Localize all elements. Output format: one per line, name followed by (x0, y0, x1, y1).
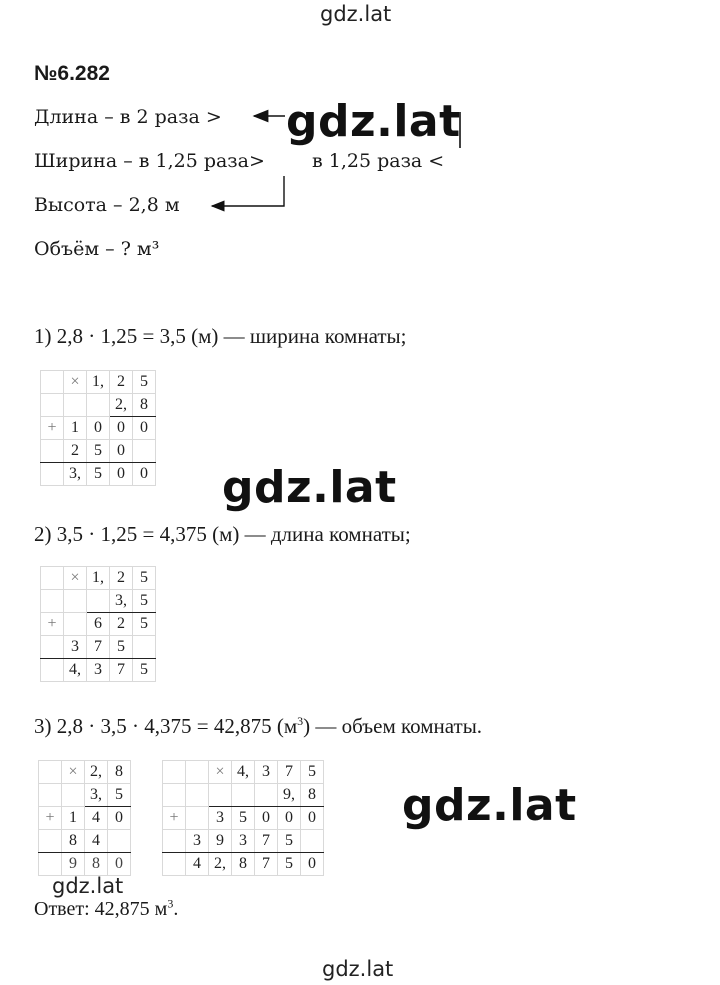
watermark-middle: gdz.lat (222, 462, 397, 513)
step-2: 2) 3,5 · 1,25 = 4,375 (м) — длина комнаты; (34, 522, 411, 546)
watermark-header: gdz.lat (286, 96, 461, 147)
given-length: Длина – в 2 раза > (34, 106, 222, 128)
given-volume: Объём – ? м³ (34, 238, 160, 260)
step-3 (34, 714, 482, 739)
calc-width-grid: × 1, 2 5 2, 8 + 1 0 0 0 2 5 0 3, 5 0 0 (40, 370, 156, 486)
calc-area-grid: × 2, 8 3, 5 + 1 4 0 8 4 9 8 0 (38, 760, 131, 876)
answer-end: . (173, 898, 179, 920)
answer-sup: 3 (167, 896, 174, 911)
watermark-small: gdz.lat (52, 874, 124, 898)
step-3-end: ) — объем комнаты. (303, 714, 483, 738)
watermark-right: gdz.lat (402, 780, 577, 831)
step-1: 1) 2,8 · 1,25 = 3,5 (м) — ширина комнаты; (34, 324, 407, 348)
answer (34, 898, 178, 921)
watermark-top: gdz.lat (320, 2, 392, 26)
given-width: Ширина – в 1,25 раза> (34, 150, 265, 172)
watermark-footer: gdz.lat (322, 957, 394, 981)
step-3-sup: 3 (297, 714, 304, 728)
arrow-to-height (212, 176, 284, 206)
relation-arrows (0, 0, 720, 300)
given-height: Высота – 2,8 м (34, 194, 180, 216)
calc-length-grid: × 1, 2 5 3, 5 + 6 2 5 3 7 5 4, 3 7 5 (40, 566, 156, 682)
problem-number: №6.282 (34, 62, 110, 85)
bracket-label: в 1,25 раза < (312, 150, 445, 172)
calc-volume-grid: × 4, 3 7 5 9, 8 + 3 5 0 0 0 3 9 3 7 5 4 2, 8 7 5 0 (162, 760, 324, 876)
answer-text: Ответ: 42,875 м (34, 898, 168, 920)
step-3-main: 3) 2,8 · 3,5 · 4,375 = 42,875 (м (34, 714, 298, 738)
